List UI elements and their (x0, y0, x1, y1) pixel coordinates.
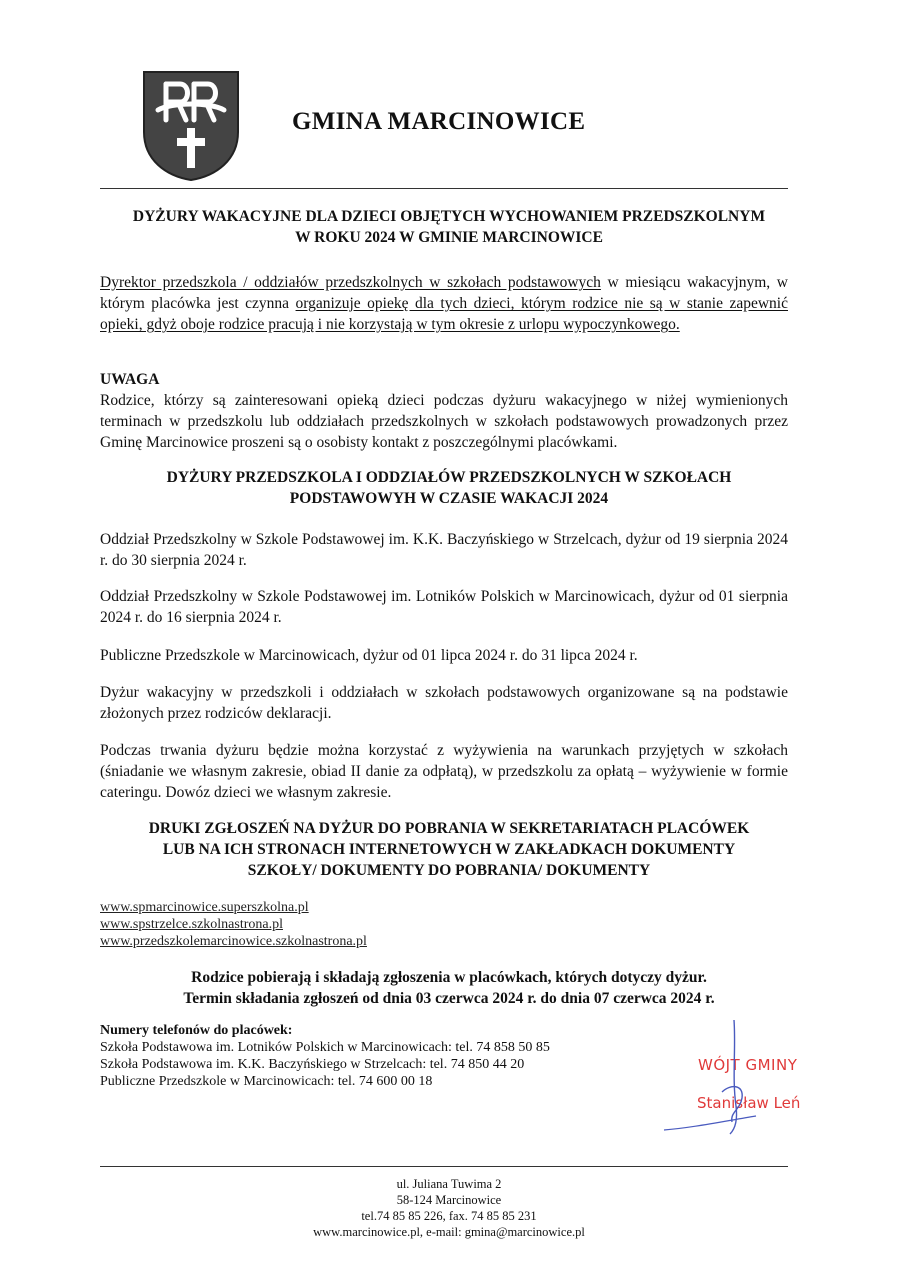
links-list (100, 899, 367, 950)
organization-name: GMINA MARCINOWICE (292, 108, 586, 135)
intro-part1: Dyrektor przedszkola / oddziałów przedszkolnych w szkołach podstawowych (100, 274, 601, 291)
footer-street: ul. Juliana Tuwima 2 (396, 1177, 502, 1191)
paragraph-declarations: Dyżur wakacyjny w przedszkoli i oddziałach w szkołach podstawowych organizowane są na podstawie złożonych przez rodziców deklaracji. (100, 684, 788, 722)
deadline-block (100, 967, 798, 1009)
signature-stamp (660, 1018, 820, 1138)
intro-part3: organizuje opiekę dla tych dzieci, którym rodzice nie są w stanie zapewnić opieki, gdyż oboje rodzice pracują i nie korzystają w tym okresie z urlopu wypoczynkowego. (100, 295, 788, 333)
signature-scribble (660, 1018, 820, 1138)
footer-address (100, 1176, 798, 1240)
signature-name: Stanisław Leń (697, 1094, 801, 1112)
document-title: DYŻURY WAKACYJNE DLA DZIECI OBJĘTYCH WYCHOWANIEM PRZEDSZKOLNYM W ROKU 2024 W GMINIE MARCINOWICE (132, 208, 766, 246)
header-divider (100, 188, 788, 189)
notice-heading: UWAGA (100, 371, 160, 388)
signature-title: WÓJT GMINY (698, 1056, 798, 1074)
footer-divider (100, 1166, 788, 1167)
phones-heading: Numery telefonów do placówek: (100, 1023, 293, 1038)
phone-item: Szkoła Podstawowa im. K.K. Baczyńskiego w Strzelcach: tel. 74 850 44 20 (100, 1057, 525, 1072)
footer-phone: tel.74 85 85 226, fax. 74 85 85 231 (361, 1209, 537, 1223)
schedule-heading: DYŻURY PRZEDSZKOLA I ODDZIAŁÓW PRZEDSZKOLNYCH W SZKOŁACH PODSTAWOWYH W CZASIE WAKACJI 2024 (166, 469, 732, 507)
phone-item: Szkoła Podstawowa im. Lotników Polskich w Marcinowicach: tel. 74 858 50 85 (100, 1040, 550, 1055)
footer-web: www.marcinowice.pl, e-mail: gmina@marcinowice.pl (313, 1225, 585, 1239)
notice-text: Rodzice, którzy są zainteresowani opieką dzieci podczas dyżuru wakacyjnego w niżej wymienionych terminach w przedszkolu lub oddziałach przedszkolnych w szkołach podstawowych prowadzonych przez Gminę Marcinowice proszeni są o osobisty kontakt z poszczególnymi placówkami. (100, 392, 788, 451)
link-spstrzelce[interactable]: www.spstrzelce.szkolnastrona.pl (100, 917, 283, 932)
notice-block (100, 369, 788, 453)
deadline-line1: Rodzice pobierają i składają zgłoszenia w placówkach, których dotyczy dyżur. (191, 969, 707, 986)
phone-item: Publiczne Przedszkole w Marcinowicach: tel. 74 600 00 18 (100, 1074, 433, 1089)
intro-paragraph (100, 272, 788, 335)
deadline-line2: Termin składania zgłoszeń od dnia 03 czerwca 2024 r. do dnia 07 czerwca 2024 r. (183, 990, 715, 1007)
paragraph-strzelce: Oddział Przedszkolny w Szkole Podstawowej im. K.K. Baczyńskiego w Strzelcach, dyżur od 19 sierpnia 2024 r. do 30 sierpnia 2024 r. (100, 531, 788, 569)
forms-heading: DRUKI ZGŁOSZEŃ NA DYŻUR DO POBRANIA W SEKRETARIATACH PLACÓWEK LUB NA ICH STRONACH INTERNETOWYCH W ZAKŁADKACH DOKUMENTY SZKOŁY/ DOKUMENTY DO POBRANIA/ DOKUMENTY (148, 820, 750, 879)
coat-of-arms-logo (142, 70, 240, 182)
link-przedszkole[interactable]: www.przedszkolemarcinowice.szkolnastrona.pl (100, 934, 367, 949)
paragraph-meals: Podczas trwania dyżuru będzie można korzystać z wyżywienia na warunkach przyjętych w szkołach (śniadanie we własnym zakresie, obiad II danie za odpłatą), w przedszkolu za opłatą – wyżywienie w formie cateringu. Dowóz dzieci we własnym zakresie. (100, 742, 788, 801)
paragraph-marcinowice-school: Oddział Przedszkolny w Szkole Podstawowej im. Lotników Polskich w Marcinowicach, dyżur od 01 sierpnia 2024 r. do 16 sierpnia 2024 r. (100, 588, 788, 626)
link-spmarcinowice[interactable]: www.spmarcinowice.superszkolna.pl (100, 900, 309, 915)
phone-list (100, 1022, 550, 1090)
paragraph-preschool: Publiczne Przedszkole w Marcinowicach, dyżur od 01 lipca 2024 r. do 31 lipca 2024 r. (100, 647, 638, 664)
footer-city: 58-124 Marcinowice (396, 1193, 502, 1207)
intro-part2: w miesiącu wakacyjnym, w którym placówka jest czynna (100, 274, 788, 312)
